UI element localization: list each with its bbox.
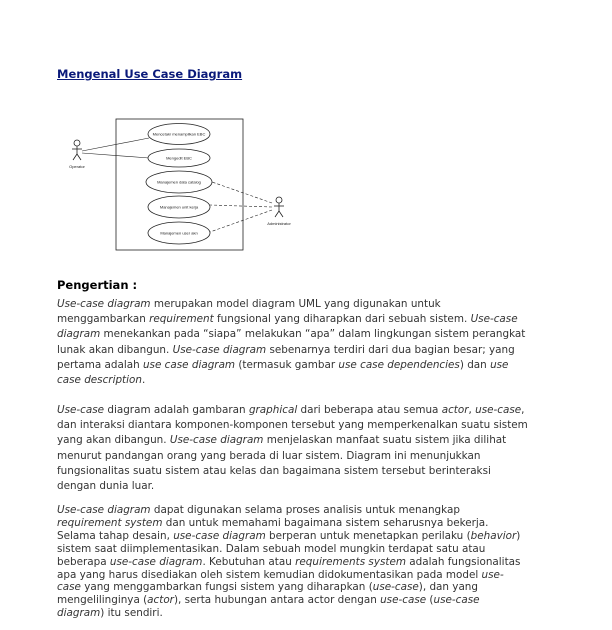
text-run: use-case	[433, 594, 480, 607]
text-run: yang menggambarkan fungsi sistem yang diharapkan (	[80, 581, 373, 594]
text-line	[57, 297, 557, 312]
use-case-diagram	[62, 113, 307, 255]
text-line	[57, 433, 557, 448]
text-line	[57, 403, 557, 418]
text-run: dan untuk memahami bagaimana sistem seharusnya bekerja.	[162, 516, 489, 529]
text-run: apa yang harus disediakan oleh sistem kemudian didokumentasikan pada model	[57, 568, 482, 581]
text-run: graphical	[248, 404, 298, 416]
text-line	[57, 504, 557, 517]
text-run: sebenarnya terdiri dari dua bagian besar; yang	[266, 343, 515, 356]
actor-operator-figure	[72, 140, 82, 160]
text-run: pertama adalah	[57, 358, 143, 371]
text-run: Use-case diagram	[57, 504, 151, 516]
text-run: ), serta hubungan antara actor dengan	[173, 594, 381, 607]
text-run: use-case	[380, 594, 427, 607]
text-run: use-case diagram	[109, 555, 203, 568]
text-line	[57, 607, 557, 620]
text-run: Use-case diagram	[169, 434, 264, 447]
text-run: diagram	[57, 607, 101, 620]
text-line	[57, 543, 557, 556]
page-title[interactable]: Mengenal Use Case Diagram	[57, 67, 243, 81]
paragraph-3	[57, 504, 557, 620]
use-case-label: Manajemen data catalog	[157, 179, 201, 185]
text-run: Use-case diagram	[57, 298, 151, 310]
text-run: use-case diagram	[173, 529, 266, 542]
text-run: requirement system	[57, 516, 163, 529]
actor-administrator-label: Administrator	[267, 221, 291, 226]
text-run: Use-case diagram	[172, 343, 267, 356]
text-run: ,	[468, 404, 476, 416]
section-heading: Pengertian :	[57, 278, 138, 292]
text-run: use case dependencies	[338, 358, 460, 371]
text-run: menurut pandangan orang yang berada di luar sistem. Diagram ini menunjukkan	[57, 449, 481, 462]
text-run: .	[141, 374, 146, 387]
text-run: dan interaksi diantara komponen-komponen tersebut yang memperkenalkan suatu sistem	[57, 419, 528, 432]
text-line	[57, 464, 557, 479]
text-line	[57, 358, 557, 373]
use-case-diagram-svg	[62, 113, 307, 255]
text-run: use-	[481, 568, 504, 581]
text-run: behavior	[470, 529, 517, 542]
paragraph-1	[57, 297, 557, 388]
text-run: mengelilinginya (	[57, 594, 148, 607]
text-run: ), dan yang	[418, 581, 478, 594]
text-line	[57, 449, 557, 464]
text-line	[57, 312, 557, 327]
text-run: ) itu sendiri.	[100, 607, 163, 620]
text-run: ) dan	[459, 358, 491, 371]
actor-administrator-figure	[274, 197, 284, 217]
text-run: dapat digunakan selama proses analisis untuk menangkap	[150, 504, 460, 516]
text-run: case description	[57, 374, 142, 387]
text-run: Use-case	[470, 313, 518, 326]
text-run: requirement	[149, 313, 214, 326]
use-case-label: Manajemen user akn	[160, 230, 198, 236]
text-run: case	[57, 581, 81, 594]
text-run: (	[426, 594, 434, 607]
text-line	[57, 581, 557, 594]
text-run: sistem saat diimplementasikan. Dalam sebuah model mungkin terdapat satu atau	[57, 542, 486, 555]
text-run: actor	[441, 404, 469, 416]
use-case-label: Mencetak/ menampilkan EBC	[152, 131, 206, 137]
text-run: Use-case	[57, 404, 105, 416]
text-run: . Kebutuhan atau	[202, 555, 296, 568]
text-run: actor	[147, 594, 174, 607]
text-run: fungsionalitas suatu sistem atau kelas dan bagaimana sistem tersebut berinteraksi	[57, 464, 491, 477]
actor-operator-label: Operator	[69, 164, 85, 169]
text-run: dengan dunia luar.	[57, 480, 155, 493]
text-run: adalah fungsionalitas	[405, 555, 521, 568]
text-run: beberapa	[57, 555, 110, 568]
text-run: menjelaskan manfaat suatu sistem jika dilihat	[263, 434, 507, 447]
text-line	[57, 373, 557, 388]
text-run: menekankan pada “siapa” melakukan “apa” dalam lingkungan sistem perangkat	[100, 328, 526, 341]
use-case-label: Manajemen unit kerja	[159, 204, 199, 210]
text-run: requirements system	[295, 555, 406, 568]
use-case-label: Mengedit EBC	[166, 155, 192, 161]
text-line	[57, 343, 557, 358]
text-line	[57, 418, 557, 433]
text-run: fungsional yang diharapkan dari sebuah sistem.	[213, 313, 471, 326]
text-run: berperan untuk menetapkan perilaku (	[265, 529, 471, 542]
text-line	[57, 556, 557, 569]
text-run: dari beberapa atau semua	[297, 404, 442, 416]
text-line	[57, 479, 557, 494]
text-run: use	[490, 358, 509, 371]
text-line	[57, 594, 557, 607]
text-run: menggambarkan	[57, 313, 150, 326]
text-line	[57, 327, 557, 342]
text-line	[57, 569, 557, 582]
text-run: use-case	[372, 581, 419, 594]
text-run: use case diagram	[142, 358, 236, 371]
text-run: ,	[521, 404, 525, 416]
text-run: diagram adalah gambaran	[104, 404, 249, 416]
text-line	[57, 517, 557, 530]
text-line	[57, 530, 557, 543]
text-run: )	[516, 529, 521, 542]
text-run: use-case	[475, 404, 522, 416]
text-run: (termasuk gambar	[235, 358, 339, 371]
paragraph-2	[57, 403, 557, 494]
text-run: yang akan dibangun.	[57, 434, 170, 447]
text-run: lunak akan dibangun.	[57, 343, 173, 356]
text-run: Selama tahap desain,	[57, 529, 174, 542]
text-run: merupakan model diagram UML yang digunakan untuk	[150, 298, 441, 310]
text-run: diagram	[57, 328, 101, 341]
